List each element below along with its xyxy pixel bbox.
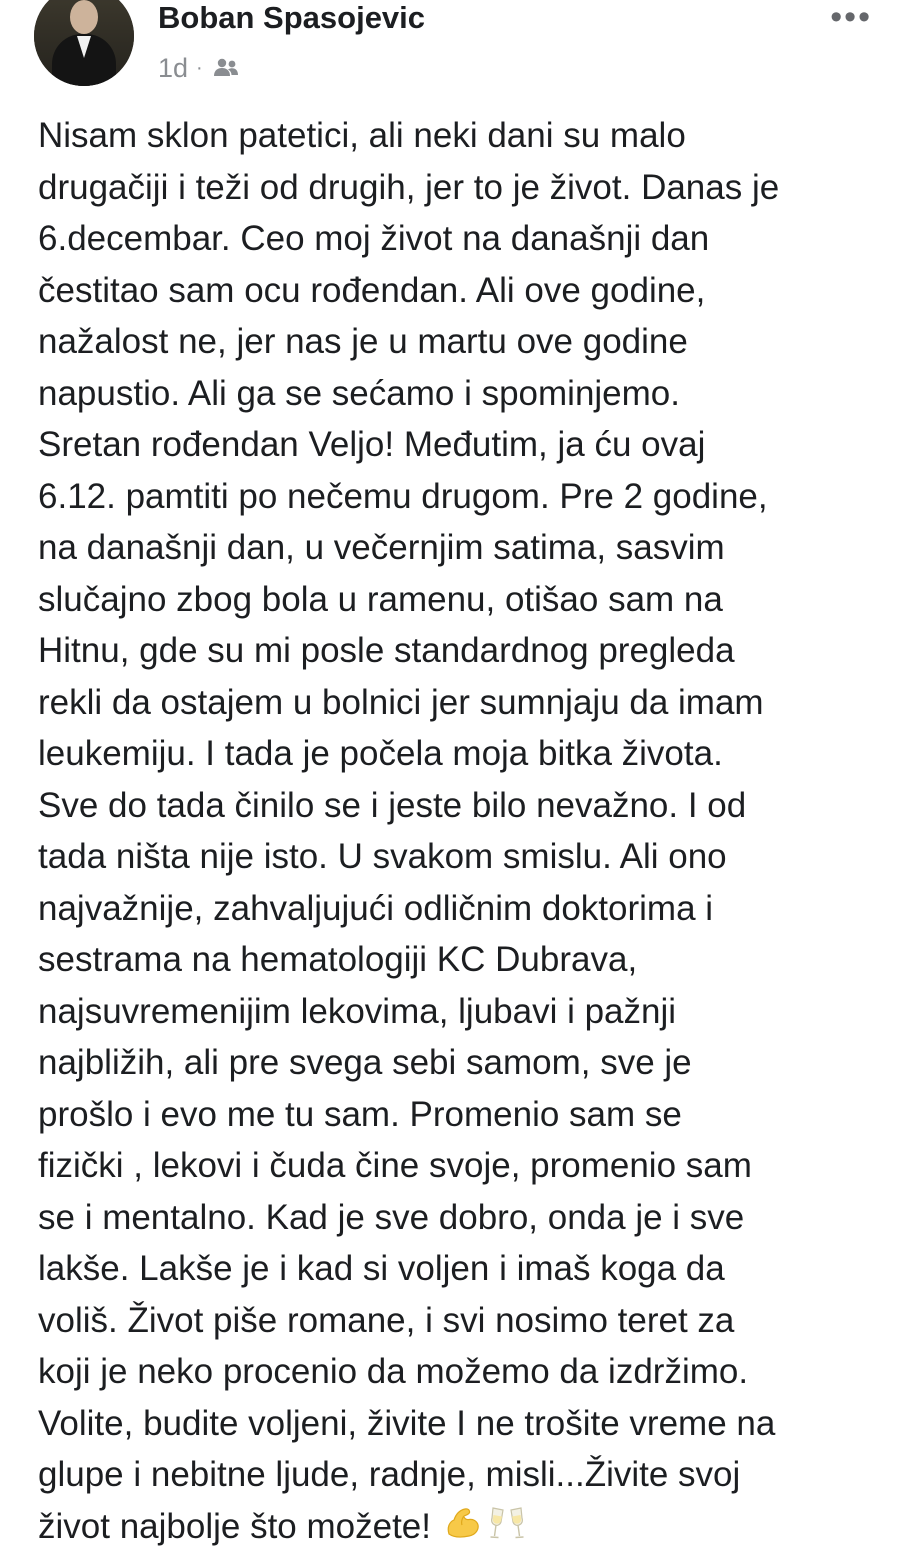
flexed-biceps-emoji: [443, 1504, 483, 1542]
meta-separator: ·: [196, 57, 203, 80]
friends-icon: [213, 56, 239, 80]
post-time[interactable]: 1d: [158, 53, 188, 84]
post-body: [38, 110, 878, 1556]
clinking-glasses-emoji: [487, 1504, 527, 1542]
more-options-button[interactable]: •••: [830, 0, 872, 37]
post-text: Nisam sklon patetici, ali neki dani su malo drugačiji i teži od drugih, jer to je život. Danas je 6.decembar. Ceo moj život na današnji dan čestitao sam ocu rođendan. Ali ove godine, nažalost ne, jer nas je u martu ove godine napustio. Ali ga se sećamo i spominjemo. Sretan rođendan Veljo! Međutim, ja ću ovaj 6.12. pamtiti po nečemu drugom. Pre 2 godine, na današnji dan, u večernjim satima, sasvim slučajno zbog bola u ramenu, otišao sam na Hitnu, gde su mi posle standardnog pregleda rekli da ostajem u bolnici jer sumnjaju da imam leukemiju. I tada je počela moja bitka života. Sve do tada činilo se i jeste bilo nevažno. I od tada ništa nije isto. U svakom smislu. Ali ono najvažnije, zahvaljujući odličnim doktorima i sestrama na hematologiji KC Dubrava, najsuvremenijim lekovima, ljubavi i pažnji najbližih, ali pre svega sebi samom, sve je prošlo i evo me tu sam. Promenio sam se fizički , lekovi i čuda čine svoje, promenio sam se i mentalno. Kad je sve dobro, onda je i sve lakše. Lakše je i kad si voljen i imaš koga da voliš. Život piše romane, i svi nosimo teret za koji je neko procenio da možemo da izdržimo. Volite, budite voljeni, živite I ne trošite vreme na glupe i nebitne ljude, radnje, misli...Živite svoj život najbolje što možete!: [38, 116, 779, 1546]
emoji-row: [443, 1504, 531, 1556]
post-meta: [158, 52, 239, 84]
avatar-head: [70, 0, 98, 34]
author-name[interactable]: Boban Spasojevic: [158, 0, 425, 36]
author-avatar[interactable]: [34, 0, 134, 86]
